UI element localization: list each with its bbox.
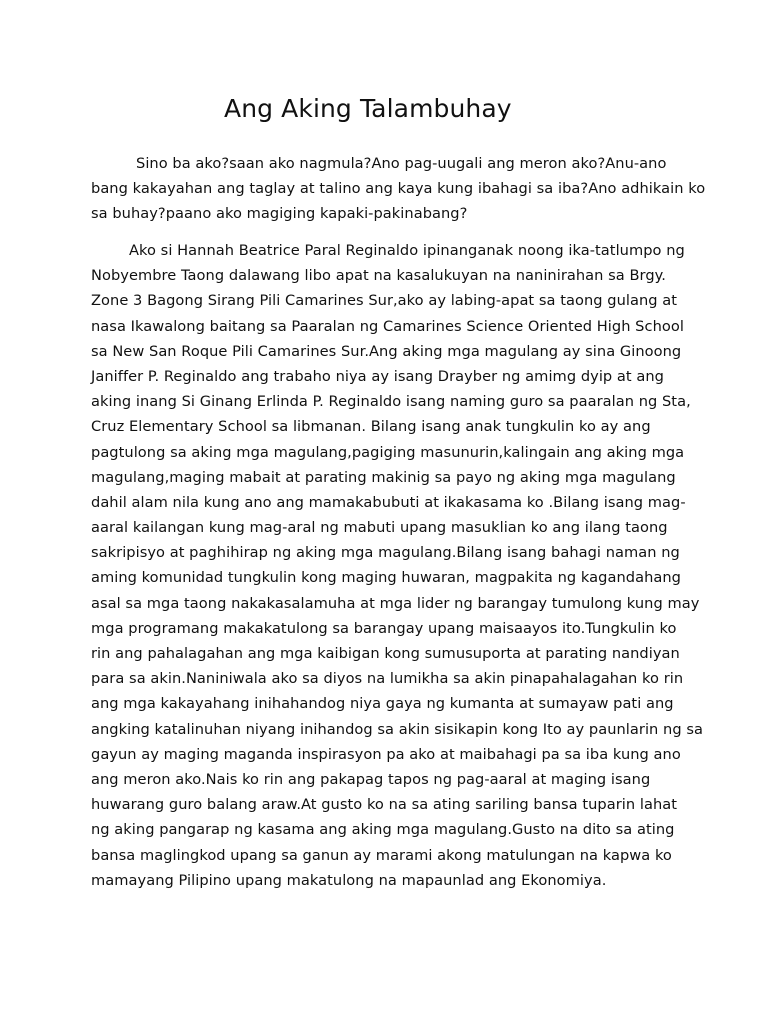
paragraph-line: Nobyembre Taong dalawang libo apat na kasalukuyan na naninirahan sa Brgy. — [91, 267, 666, 285]
paragraph-line: Sino ba ako?saan ako nagmula?Ano pag-uugali ang meron ako?Anu-ano — [136, 155, 667, 172]
paragraph-line: para sa akin.Naniniwala ako sa diyos na lumikha sa akin pinapahalagahan ko rin — [91, 670, 684, 688]
paragraph-line: pagtulong sa aking mga magulang,pagiging masunurin,kalingain ang aking mga — [91, 443, 685, 461]
paragraph-line: bansa maglingkod upang sa ganun ay marami akong matulungan na kapwa ko — [91, 846, 672, 864]
paragraph-line: Cruz Elementary School sa libmanan. Bilang isang anak tungkulin ko ay ang — [91, 418, 651, 436]
document-title: Ang Aking Talambuhay — [224, 94, 512, 123]
paragraph-line: ng aking pangarap ng kasama ang aking mga magulang.Gusto na dito sa ating — [91, 821, 675, 839]
paragraph-line: aking inang Si Ginang Erlinda P. Reginaldo isang naming guro sa paaralan ng Sta, — [91, 393, 691, 411]
paragraph-line: dahil alam nila kung ano ang mamakabubuti at ikakasama ko .Bilang isang mag- — [91, 493, 686, 511]
paragraph-line: mga programang makakatulong sa barangay upang maisaayos ito.Tungkulin ko — [91, 619, 677, 637]
paragraph-line: aming komunidad tungkulin kong maging huwaran, magpakita ng kagandahang — [91, 569, 681, 587]
paragraph-line: magulang,maging mabait at parating makinig sa payo ng aking mga magulang — [91, 468, 676, 486]
paragraph-line: asal sa mga taong nakakasalamuha at mga lider ng barangay tumulong kung may — [91, 594, 700, 612]
paragraph-line: Zone 3 Bagong Sirang Pili Camarines Sur,ako ay labing-apat sa taong gulang at — [91, 292, 678, 310]
paragraph-line: sa New San Roque Pili Camarines Sur.Ang aking mga magulang ay sina Ginoong — [91, 342, 682, 360]
paragraph-line: sakripisyo at paghihirap ng aking mga magulang.Bilang isang bahagi naman ng — [91, 544, 680, 562]
paragraph-line: rin ang pahalagahan ang mga kaibigan kong sumusuporta at parating nandiyan — [91, 645, 680, 662]
paragraph-line: gayun ay maging maganda inspirasyon pa ako at maibahagi pa sa iba kung ano — [91, 745, 681, 763]
paragraph-line: nasa Ikawalong baitang sa Paaralan ng Camarines Science Oriented High School — [91, 317, 684, 335]
body-paragraph — [91, 238, 703, 893]
paragraph-line: ang mga kakayahang inihahandog niya gaya ng kumanta at sumayaw pati ang — [91, 695, 674, 713]
paragraph-line: sa buhay?paano ako magiging kapaki-pakinabang? — [91, 205, 468, 223]
paragraph-line: ang meron ako.Nais ko rin ang pakapag tapos ng pag-aaral at maging isang — [91, 770, 651, 788]
paragraph-line: aaral kailangan kung mag-aral ng mabuti upang masuklian ko ang ilang taong — [91, 519, 668, 537]
paragraph-line: Ako si Hannah Beatrice Paral Reginaldo ipinanganak noong ika-tatlumpo ng — [129, 242, 685, 259]
paragraph-line: angking katalinuhan niyang inihandog sa akin sisikapin kong Ito ay paunlarin ng sa — [91, 720, 703, 738]
paragraph-line: huwarang guro balang araw.At gusto ko na sa ating sariling bansa tuparin lahat — [91, 796, 678, 814]
intro-paragraph — [91, 151, 706, 227]
paragraph-line: mamayang Pilipino upang makatulong na mapaunlad ang Ekonomiya. — [91, 871, 607, 889]
paragraph-line: bang kakayahan ang taglay at talino ang kaya kung ibahagi sa iba?Ano adhikain ko — [91, 180, 706, 198]
paragraph-line: Janiffer P. Reginaldo ang trabaho niya ay isang Drayber ng amimg dyip at ang — [91, 367, 664, 385]
